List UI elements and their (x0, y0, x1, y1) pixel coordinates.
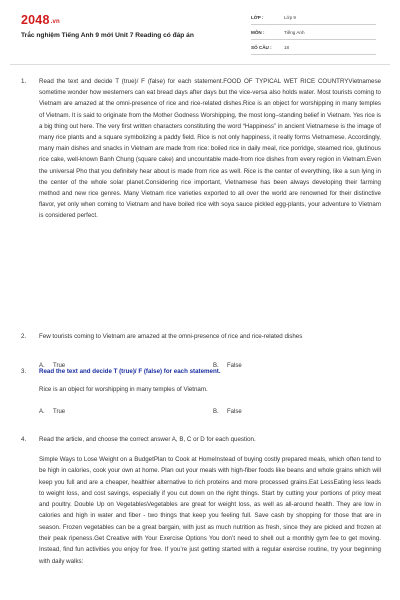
option-letter: B. (213, 363, 219, 369)
logo-number: 2048 (21, 13, 50, 27)
question-text: Read the article, and choose the correct answer A, B, C or D for each question. (39, 436, 256, 443)
header-divider (10, 64, 390, 65)
page-header (0, 0, 400, 64)
question-instruction: Read the text and decide T (true)/ F (false) for each statement. (39, 368, 221, 375)
option-b[interactable] (213, 409, 242, 415)
meta-row-subject (251, 25, 376, 40)
question-text: Read the text and decide T (true)/ F (false) for each statement.FOOD OF TYPICAL WET RICE COUNTRYVietnamese sometime wonder how westerners can eat bread days after days but the vice-versa also holds water. Most tourists coming to Vietnam are amazed at the omni-presence of rice and rice-related dishes.Rice is an object for worshipping in many temples of Vietnam. It is said to originate from the Mother Godness Worshipping, the most long–standing belief in Vietnam. Yes rice is a big thing out here. The very first written characters constituting the word “Happiness” in ancient Vietnamese is the image of many rice plants and a square symbolizing a paddy field. Rice is not only happiness, it really forms Vietnamese. Accordingly, many main dishes and snacks in Vietnam are made from rice: boiled rice in daily meal, rice porridge, steamed rice, glutinous rice cake, well-known Banh Chung (square cake) and uncountable made-from rice dishes from every region in Vietnam.Even the universal Pho that you definitely hear about is made from rice as well. Rice is the center of everything, like a sun lying in the center of the whole solar planet.Considering rice important, Vietnamese has been always developing their farming method and new rice genres. Many Vietnam rice varieties exported to all over the world are renowned for their distinctive flavor, yet only when coming to Vietnam and have boiled rice with soya sauce pickled egg-plants, your adventure to Vietnam is considered perfect. (39, 78, 381, 220)
option-letter: A. (39, 409, 45, 415)
logo-tld: .vn (50, 19, 60, 25)
question-number: 3. (21, 368, 27, 375)
option-letter: A. (39, 363, 45, 369)
meta-key: LỚP : (251, 14, 264, 20)
option-a[interactable] (39, 409, 65, 415)
option-label: True (53, 363, 66, 369)
meta-key: SỐ CÂU : (251, 44, 272, 50)
question-number: 2. (21, 333, 27, 340)
meta-value: 18 (284, 44, 290, 50)
question-number: 4. (21, 436, 27, 443)
site-logo[interactable] (21, 13, 60, 27)
option-letter: B. (213, 409, 219, 415)
meta-value: Lớp 9 (284, 14, 296, 20)
meta-value: Tiếng Anh (284, 29, 305, 35)
meta-table (251, 10, 376, 55)
meta-row-class (251, 10, 376, 25)
question-number: 1. (21, 78, 27, 85)
option-label: True (53, 409, 66, 415)
meta-key: MÔN : (251, 29, 265, 35)
reading-passage: Simple Ways to Lose Weight on a BudgetPlan to Cook at HomeInstead of buying costly prepared meals, which often tend to be high in calories, cook your own at home. Plan out your meals with high-fiber foods like beans and whole grains which will keep you full and are a cheaper, healthier alternative to rich proteins and more processed grains.Eat LessEating less leads to weight loss, and cost savings, especially if you cut down on the right things. Start by cutting your portions of pricy meat and poultry. Double Up on VegetablesVegetables are great for weight loss, as well as all-around health. They are low in calories and high in water and fiber - two things that keep you feeling full. Save cash by shopping for those that are in season. Frozen vegetables can be a great bargain, with just as much nutrition as fresh, since they are picked and frozen at their peak ripeness.Get Creative with Your Exercise Options You don’t need to shell out a monthly gym fee to get moving. Instead, find fun activities you enjoy for free. If you’re just getting started with a regular exercise routine, try your beginning with daily walks: (39, 456, 381, 565)
option-label: False (227, 363, 242, 369)
document-title: Trắc nghiệm Tiếng Anh 9 mới Unit 7 Reading có đáp án (21, 32, 194, 39)
question-text: Few tourists coming to Vietnam are amazed at the omni-presence of rice and rice-related dishes (39, 333, 303, 340)
meta-row-count (251, 40, 376, 55)
option-label: False (227, 409, 242, 415)
question-text: Rice is an object for worshipping in many temples of Vietnam. (39, 386, 208, 393)
